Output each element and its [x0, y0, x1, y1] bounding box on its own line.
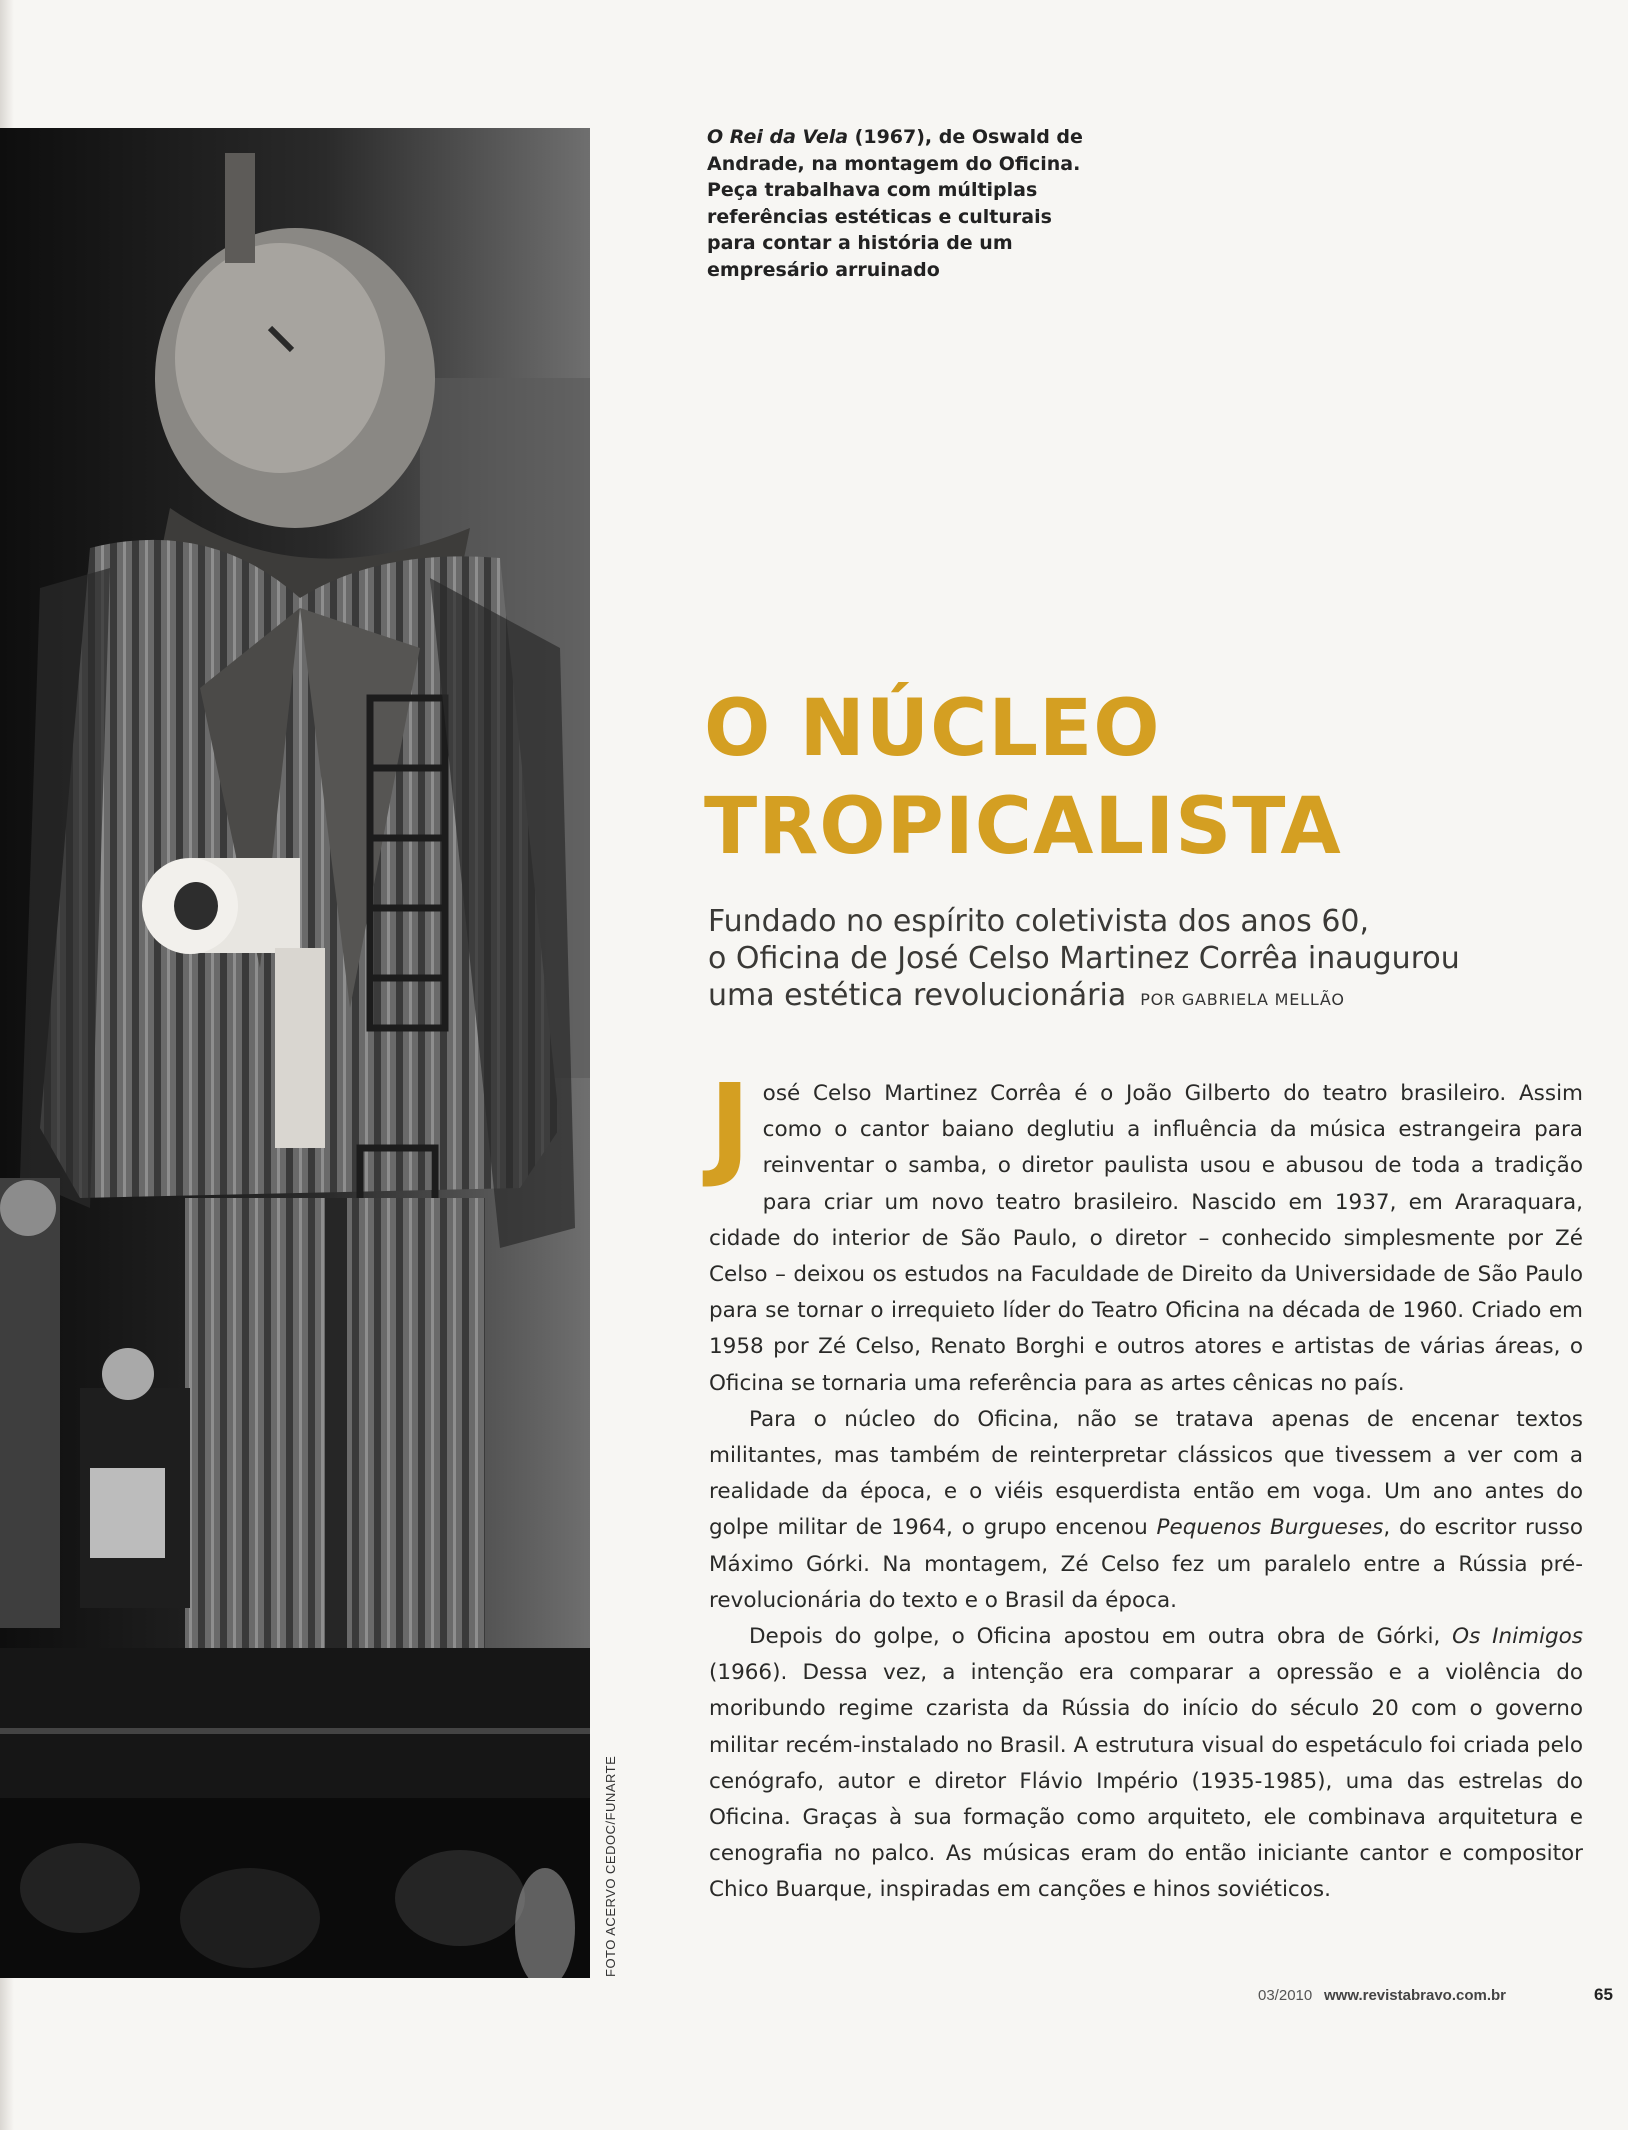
- article-body: [709, 1061, 1584, 1909]
- play-title-os-inimigos: Os Inimigos: [1452, 1624, 1583, 1650]
- article-dek: [708, 903, 1588, 1018]
- caption-line: empresário arruinado: [707, 258, 940, 281]
- byline: POR GABRIELA MELLÃO: [1140, 990, 1345, 1009]
- caption-line: (1967), de Oswald de: [848, 126, 1083, 148]
- drop-cap: J: [709, 1061, 751, 1191]
- paragraph-2: [709, 1402, 1583, 1619]
- paragraph-3-text-a: Depois do golpe, o Oficina apostou em outra obra de Górki,: [749, 1624, 1453, 1650]
- page-footer: [1258, 1985, 1613, 2011]
- magazine-url: www.revistabravo.com.br: [1324, 1987, 1507, 2004]
- paragraph-2-text-a: Para o núcleo do Oficina, não se tratava apenas de encenar textos militantes, mas também de reinterpretar clássicos que tivessem a ver com a realidade da época, e o viéis esquerdista então em voga. Um ano antes do golpe militar de 1964, o grupo encenou: [709, 1406, 1583, 1541]
- issue-date: 03/2010: [1258, 1987, 1313, 2004]
- paragraph-1-text: osé Celso Martinez Corrêa é o João Gilberto do teatro brasileiro. Assim como o cantor baiano deglutiu a influência da música estrangeira para reinventar o samba, o diretor paulista usou e abusou de toda a tradição para criar um novo teatro brasileiro. Nascido em 1937, em Araraquara, cidade do interior de São Paulo, o diretor – conhecido simplesmente por Zé Celso – deixou os estudos na Faculdade de Direito da Universidade de São Paulo para se tornar o irrequieto líder do Teatro Oficina na década de 1960. Criado em 1958 por Zé Celso, Renato Borghi e outros atores e artistas de várias áreas, o Oficina se tornaria uma referência para as artes cênicas no país.: [709, 1081, 1583, 1396]
- caption-line: Peça trabalhava com múltiplas: [707, 179, 1038, 201]
- caption-line: Andrade, na montagem do Oficina.: [707, 152, 1081, 175]
- paragraph-1: [709, 1061, 1583, 1402]
- caption-line: referências estéticas e culturais: [707, 205, 1052, 228]
- photo-credit: FOTO ACERVO CEDOC/FUNARTE: [603, 1755, 618, 1977]
- dek-line-1: Fundado no espírito coletivista dos anos 60,: [708, 904, 1370, 939]
- theater-photo: [0, 128, 590, 1978]
- caption-line: para contar a história de um: [707, 232, 1013, 254]
- title-line-2: TROPICALISTA: [704, 782, 1342, 872]
- dek-line-3-wrap: [708, 977, 1588, 1018]
- page-number: 65: [1594, 1985, 1613, 2004]
- article-title: [704, 680, 1604, 876]
- paragraph-2-text-b: , do escritor russo Máximo Górki. Na montagem, Zé Celso fez um paralelo entre a Rússia pré-revolucionária do texto e o Brasil da época.: [709, 1515, 1584, 1613]
- photo-illustration: [0, 128, 590, 1978]
- caption-play-title: O Rei da Vela: [707, 126, 849, 148]
- dek-line-3: uma estética revolucionária: [708, 978, 1127, 1013]
- play-title-pequenos-burgueses: Pequenos Burgueses: [1156, 1515, 1384, 1541]
- paragraph-3-text-b: (1966). Dessa vez, a intenção era comparar a opressão e a violência do moribundo regime czarista da Rússia do início do século 20 com o governo militar recém-instalado no Brasil. A estrutura visual do espetáculo foi criada pelo cenógrafo, autor e diretor Flávio Império (1935-1985), uma das estrelas do Oficina. Graças à sua formação como arquiteto, ele combinava arquitetura e cenografia no palco. As músicas eram do então iniciante cantor e compositor Chico Buarque, inspiradas em canções e hinos soviéticos.: [709, 1660, 1583, 1903]
- paragraph-3: [709, 1619, 1583, 1909]
- dek-line-2: o Oficina de José Celso Martinez Corrêa inaugurou: [708, 941, 1460, 976]
- title-line-1: O NÚCLEO: [704, 684, 1161, 774]
- photo-caption: [707, 124, 1087, 283]
